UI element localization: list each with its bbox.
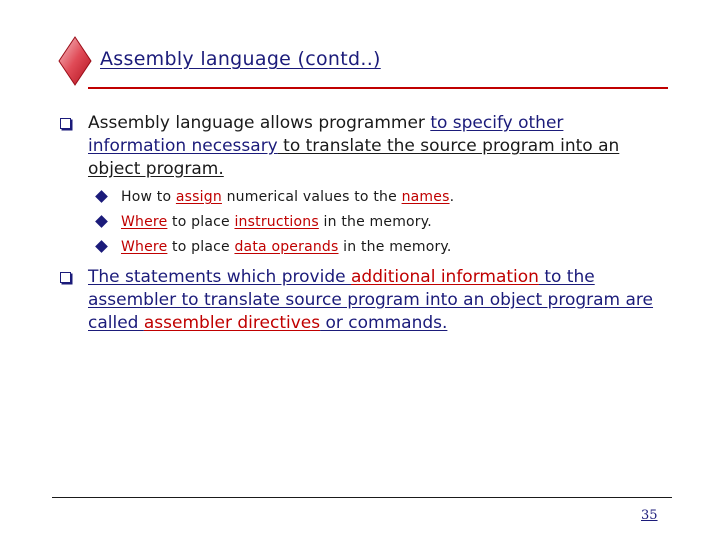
sub-bullet-text: in the memory. [338, 239, 452, 255]
bullet-text: to translate the source program into an object program. [88, 136, 620, 179]
diamond-icon [58, 36, 92, 86]
slide-title: Assembly language (contd..) [100, 48, 381, 70]
diamond-bullet-icon [95, 215, 108, 228]
sub-bullet-text: to place [167, 239, 235, 255]
title-rule [88, 87, 668, 89]
bullet-text: Assembly language allows programmer [88, 113, 431, 133]
sub-bullet-text: Where [121, 239, 168, 255]
sub-bullet-text: Where [121, 214, 168, 230]
sub-bullet-item [97, 238, 657, 256]
footer-rule [52, 497, 672, 498]
sub-bullet-text: in the memory. [318, 214, 432, 230]
title-block [58, 36, 418, 86]
sub-bullet-item [97, 188, 657, 206]
bullet-text: or commands. [320, 313, 448, 333]
square-bullet-icon [60, 118, 71, 129]
bullet-text: assembler directives [143, 313, 321, 333]
bullet-text: to the assembler to translate source program into an object program are called [88, 267, 654, 333]
sub-bullet-text: names [401, 189, 450, 205]
sub-bullet-text: data operands [234, 239, 339, 255]
sub-bullet-text: How to [121, 189, 176, 205]
bullet-item [60, 266, 660, 335]
bullet-text: additional information [350, 267, 539, 287]
bullet-text: to specify other information necessary [88, 113, 564, 156]
square-bullet-icon [60, 272, 71, 283]
sub-bullet-text: numerical values to the [221, 189, 402, 205]
bullet-text: The statements which provide [88, 267, 351, 287]
sub-bullet-item [97, 213, 657, 231]
bullet-item [60, 112, 660, 181]
page-number: 35 [641, 508, 658, 523]
sub-bullet-text: to place [167, 214, 235, 230]
sub-bullet-text: . [449, 189, 455, 205]
diamond-bullet-icon [95, 190, 108, 203]
sub-bullet-text: instructions [234, 214, 319, 230]
sub-bullet-text: assign [175, 189, 222, 205]
diamond-bullet-icon [95, 240, 108, 253]
